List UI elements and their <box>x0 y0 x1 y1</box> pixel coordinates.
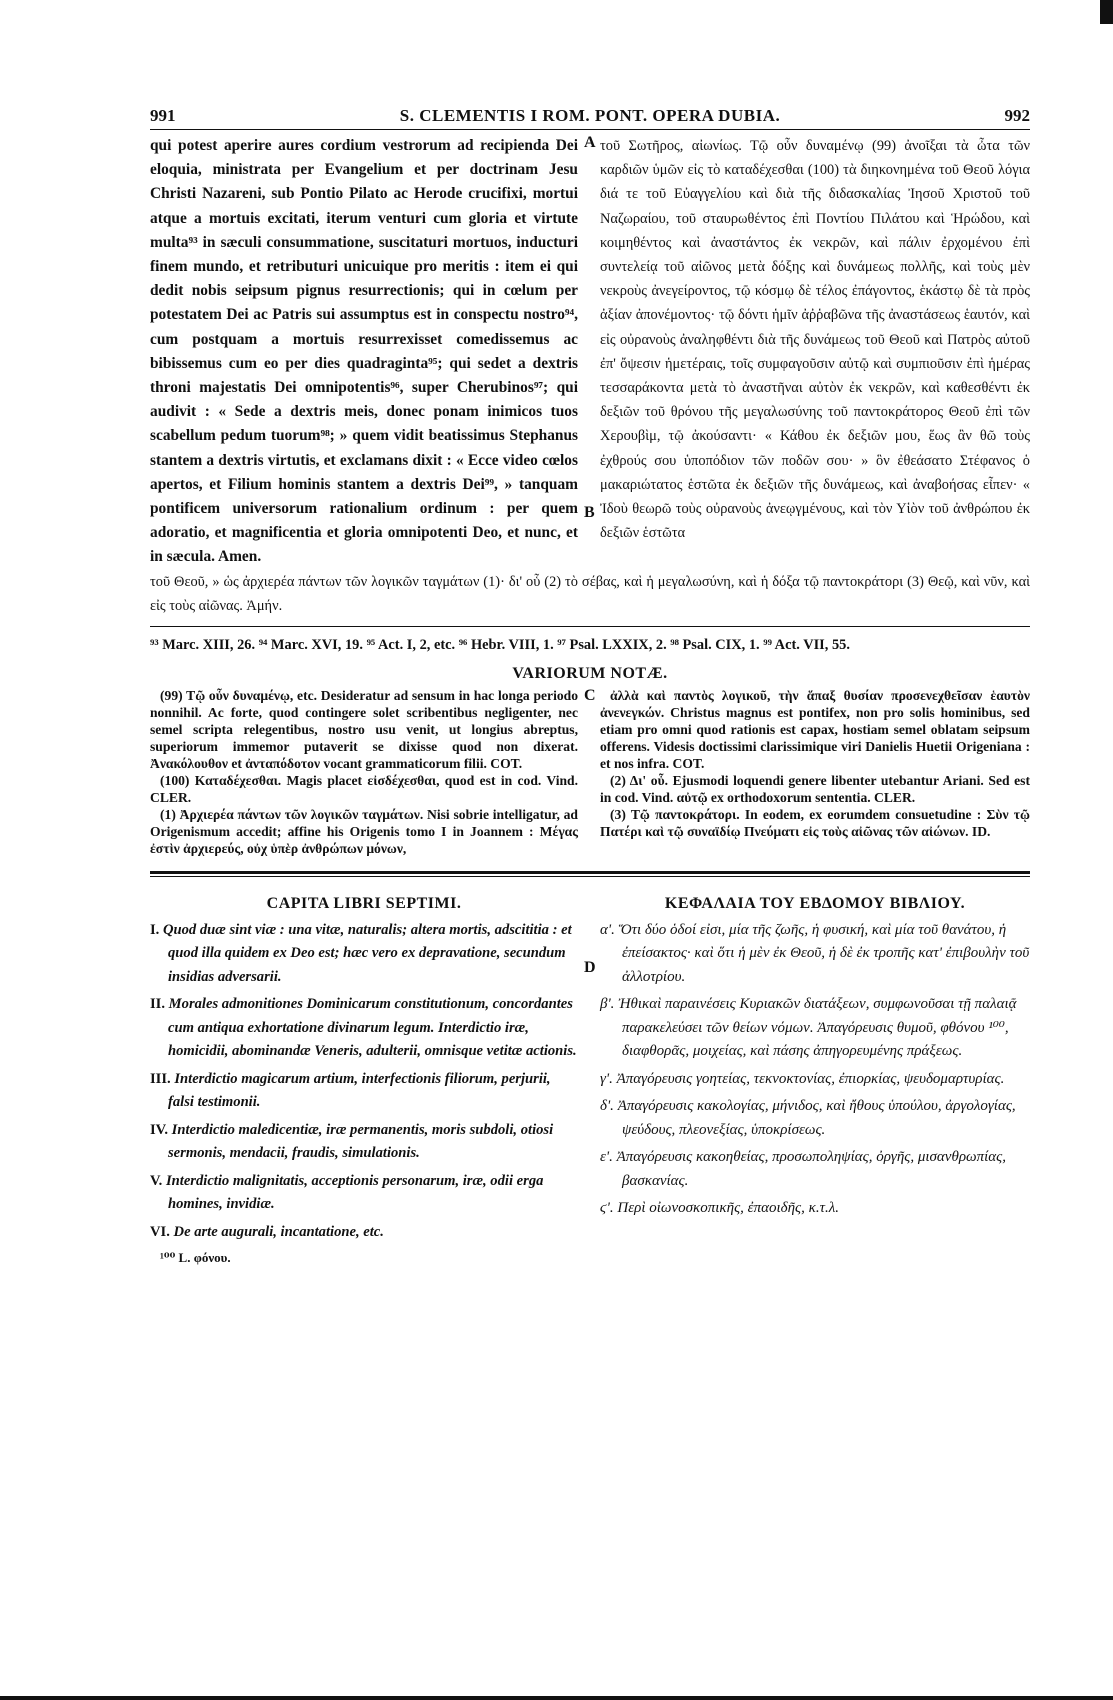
marker-b: B <box>584 504 595 521</box>
scripture-references: ⁹³ Marc. XIII, 26. ⁹⁴ Marc. XVI, 19. ⁹⁵ Act. I, 2, etc. ⁹⁶ Hebr. VIII, 1. ⁹⁷ Psal. LXXIX, 2. ⁹⁸ Psal. CIX, 1. ⁹⁹ Act. VII, 55. <box>150 626 1030 655</box>
note: (99) Τῷ οὖν δυναμένῳ, etc. Desideratur ad sensum in hac longa periodo nonnihil. Ac forte, quod contingere solet scribentibus negligenter, nec semel scripta relegentibus, nostro usu venit, ut longius abreptus, superiorum immemor putaverit se dixisse quod non dixerat. Ἀνακόλουθον et ἀνταπόδοτον vocant grammaticorum filii. COT. <box>150 687 578 771</box>
chapter-item: V. Interdictio malignitatis, acceptionis personarum, iræ, odii erga homines, invidiæ. <box>150 1172 544 1213</box>
capita-latin-title: CAPITA LIBRI SEPTIMI. <box>266 894 462 912</box>
page <box>150 96 1030 1266</box>
greek-text: τοῦ Σωτῆρος, αἰωνίως. Τῷ οὖν δυναμένῳ (99) ἀνοῖξαι τὰ ὦτα τῶν καρδιῶν ὑμῶν εἰς τὸ καταδέχεσθαι (100) τὰ διηκονημένα τοῦ Θεοῦ λόγια διά τε τοῦ Εὐαγγελίου καὶ διὰ τῆς διδασκαλίας Ἰησοῦ Χριστοῦ τοῦ Ναζωραίου, τοῦ σταυρωθέντος ἐπὶ Ποντίου Πιλάτου καὶ Ἡρώδου, καὶ κοιμηθέντος καὶ ἀναστάντος ἐκ νεκρῶν, καὶ πάλιν ἐρχομένου ἐπὶ συντελείᾳ τοῦ αἰῶνος μετὰ δόξης καὶ δυνάμεως πολλῆς, καὶ τοὺς μὲν νεκροὺς ἀνεγείροντος, τῷ κόσμῳ δὲ τέλος ἐπάγοντος, ἑκάστῳ δὲ τὰ πρὸς ἀξίαν ἀπονέμοντος· τῷ δόντι ἡμῖν ἀῤῥαβῶνα τῆς ἀναστάσεως ἑαυτόν, καὶ εἰς οὐρανοὺς ἀναληφθέντι διὰ τῆς δυνάμεως τοῦ Θεοῦ καὶ Πατρὸς αὐτοῦ ἐπ' ὄψεσιν ἡμετέραις, τοῖς συμφαγοῦσιν αὐτῷ καὶ συμπιοῦσιν ἐπὶ ἡμέρας τεσσαράκοντα μετὰ τὸ ἀναστῆναι αὐτὸν ἐκ νεκρῶν, καὶ καθεσθέντι ἐκ δεξιῶν τοῦ θρόνου τῆς μεγαλωσύνης τοῦ παντοκράτορος Θεοῦ ἐπὶ τῶν Χερουβὶμ, τῷ ἀκούσαντι· « Κάθου ἐκ δεξιῶν μου, ἕως ἂν θῶ τοὺς ἐχθρούς σου ὑποπόδιον τῶν ποδῶν σου· » ὃν ἐθεάσατο Στέφανος ὁ μακαριώτατος ἑστῶτα ἐκ δεξιῶν τῆς δυνάμεως, καὶ ἀναβοήσας εἶπεν· « Ἰδοὺ θεωρῶ τοὺς οὐρανοὺς ἀνεῳγμένους, καὶ τὸν Υἱὸν τοῦ ἀνθρώπου ἐκ δεξιῶν ἑστῶτα <box>600 138 1030 542</box>
note: (3) Τῷ παντοκράτορι. In eodem, ex eorumdem consuetudine : Σὺν τῷ Πατέρι καὶ τῷ συναϊδίῳ Πνεύματι εἰς τοὺς αἰῶνας τῶν αἰώνων. ID. <box>600 806 1030 839</box>
notes-title: VARIORUM NOTÆ. <box>512 664 668 682</box>
running-title: S. CLEMENTIS I ROM. PONT. OPERA DUBIA. <box>399 106 781 125</box>
section-divider <box>150 871 1030 877</box>
chapter-item: γ'. Ἀπαγόρευσις γοητείας, τεκνοκτονίας, ἐπιορκίας, ψευδομαρτυρίας. <box>600 1070 1005 1087</box>
capita-latin <box>150 895 578 1267</box>
capita-greek-title: ΚΕΦΑΛΑΙΑ ΤΟΥ ΕΒΔΟΜΟΥ ΒΙΒΛΙΟΥ. <box>664 894 966 912</box>
note: (1) Ἀρχιερέα πάντων τῶν λογικῶν ταγμάτων. Nisi sobrie intelligatur, ad Origenismum accedit; affine his Origenis tomo I in Joannem : Μέγας ἐστὶν ἀρχιερεύς, οὐχ ὑπὲρ ἀνθρώπων μόνων, <box>150 806 578 856</box>
page-bottom-rule <box>0 1696 1113 1700</box>
latin-text: qui potest aperire aures cordium vestrorum ad recipienda Dei eloquia, ministrata per Evangelium et per doctrinam Jesu Christi Nazareni, sub Pontio Pilato ac Herode crucifixi, mortui atque a mortuis excitati, iterum venturi cum gloria et virtute multa⁹³ in sæculi consummatione, suscitaturi mortuos, inducturi finem mundo, et retributuri unicuique pro meritis : item ei qui dedit nobis seipsum pignus resurrectionis; qui in cœlum per potestatem Dei ac Patris sui assumptus est in conspectu nostro⁹⁴, cum postquam a mortuis resurrexisset comedissemus ac bibissemus cum eo per dies quadraginta⁹⁵; qui sedet a dextris throni majestatis Dei omnipotentis⁹⁶, super Cherubinos⁹⁷; qui audivit : « Sede a dextris meis, donec ponam inimicos tuos scabellum pedum tuorum⁹⁸; » quem vidit beatissimus Stephanus stantem a dextris virtutis, et exclamans dixit : « Ecce video cœlos apertos, et Filium hominis stantem a dextris Dei⁹⁹, » tanquam pontificem universorum rationalium ordinum : per quem adoratio, et magnificentia et gloria omnipotenti Deo, et nunc, et in sæcula. Amen. <box>150 137 578 566</box>
capita-section <box>150 895 1030 1267</box>
chapter-item: IV. Interdictio maledicentiæ, iræ permanentis, moris subdoli, otiosi sermonis, mendacii, fraudis, simulationis. <box>150 1121 554 1162</box>
chapter-item: II. Morales admonitiones Dominicarum constitutionum, concordantes cum antiqua exhortatione divinarum legum. Interdictio iræ, homicidii, abominandæ Veneris, adulterii, omnisque vetitæ actionis. <box>150 996 577 1060</box>
chapter-item: VI. De arte augurali, incantatione, etc. <box>150 1223 384 1240</box>
marker-a: A <box>584 134 596 151</box>
notes-right <box>600 687 1030 857</box>
chapter-item: α'. Ὅτι δύο ὁδοί εἰσι, μία τῆς ζωῆς, ἡ φυσική, καὶ μία τοῦ θανάτου, ἡ ἐπείσακτος· καὶ ὅτι ἡ μὲν ἐκ Θεοῦ, ἡ δὲ ἐκ τροπῆς κατ' ἐπιβουλὴν τοῦ ἀλλοτρίου. <box>600 921 1030 985</box>
note: (2) Δι' οὗ. Ejusmodi loquendi genere libenter utebantur Ariani. Sed est in cod. Vind. αὐτῷ ex orthodoxorum sententia. CLER. <box>600 772 1030 805</box>
capita-greek <box>600 895 1030 1267</box>
page-header <box>150 96 1030 130</box>
chapter-item: δ'. Ἀπαγόρευσις κακολογίας, μήνιδος, καὶ ἤθους ὑπούλου, ἀργολογίας, ψεύδους, πλεονεξίας, ὑποκρίσεως. <box>600 1098 1016 1138</box>
main-text <box>150 130 1030 570</box>
footnote: ¹⁰⁰ L. φόνου. <box>160 1250 231 1266</box>
marker-d: D <box>584 958 596 976</box>
marker-c: C <box>584 686 596 704</box>
notes-left <box>150 687 578 857</box>
variorum-notes <box>150 687 1030 857</box>
note: (100) Καταδέχεσθαι. Magis placet εἰσδέχεσθαι, quod est in cod. Vind. CLER. <box>150 772 578 805</box>
right-page-number: 992 <box>1004 106 1030 125</box>
chapter-item: β'. Ἠθικαὶ παραινέσεις Κυριακῶν διατάξεων, συμφωνοῦσαι τῇ παλαιᾷ παρακελεύσει τῶν θείων νόμων. Ἀπαγόρευσις θυμοῦ, φθόνου ¹⁰⁰, διαφθορᾶς, μοιχείας, καὶ πάσης ἀπηγορευμένης πράξεως. <box>600 996 1017 1060</box>
greek-text-continued: τοῦ Θεοῦ, » ὡς ἀρχιερέα πάντων τῶν λογικῶν ταγμάτων (1)· δι' οὗ (2) τὸ σέβας, καὶ ἡ μεγαλωσύνη, καὶ ἡ δόξα τῷ παντοκράτορι (3) Θεῷ, καὶ νῦν, καὶ εἰς τοὺς αἰῶνας. Ἀμήν. <box>150 573 1030 614</box>
note: ἀλλὰ καὶ παντὸς λογικοῦ, τὴν ἅπαξ θυσίαν προσενεχθεῖσαν ἑαυτὸν ἀνενεγκών. Christus magnus est pontifex, non pro solis hominibus, sed etiam pro omni quod rationis est capax, hostiam semel oblatam seipsum offerens. Videsis doctissimi clarissimique viri Danielis Huetii Origeniana : et nos infra. COT. <box>600 687 1030 771</box>
page-edge-mark <box>1100 0 1113 24</box>
chapter-item: ϛ'. Περὶ οἰωνοσκοπικῆς, ἐπαοιδῆς, κ.τ.λ. <box>600 1200 839 1217</box>
left-page-number: 991 <box>150 106 176 125</box>
chapter-item: I. Quod duæ sint viæ : una vitæ, naturalis; altera mortis, adscititia : et quod illa quidem ex Deo est; hæc vero ex depravatione, secundum insidias adversarii. <box>150 921 572 985</box>
chapter-item: ε'. Ἀπαγόρευσις κακοηθείας, προσωποληψίας, ὀργῆς, μισανθρωπίας, βασκανίας. <box>600 1149 1007 1189</box>
chapter-item: III. Interdictio magicarum artium, interfectionis filiorum, perjurii, falsi testimonii. <box>150 1070 551 1111</box>
